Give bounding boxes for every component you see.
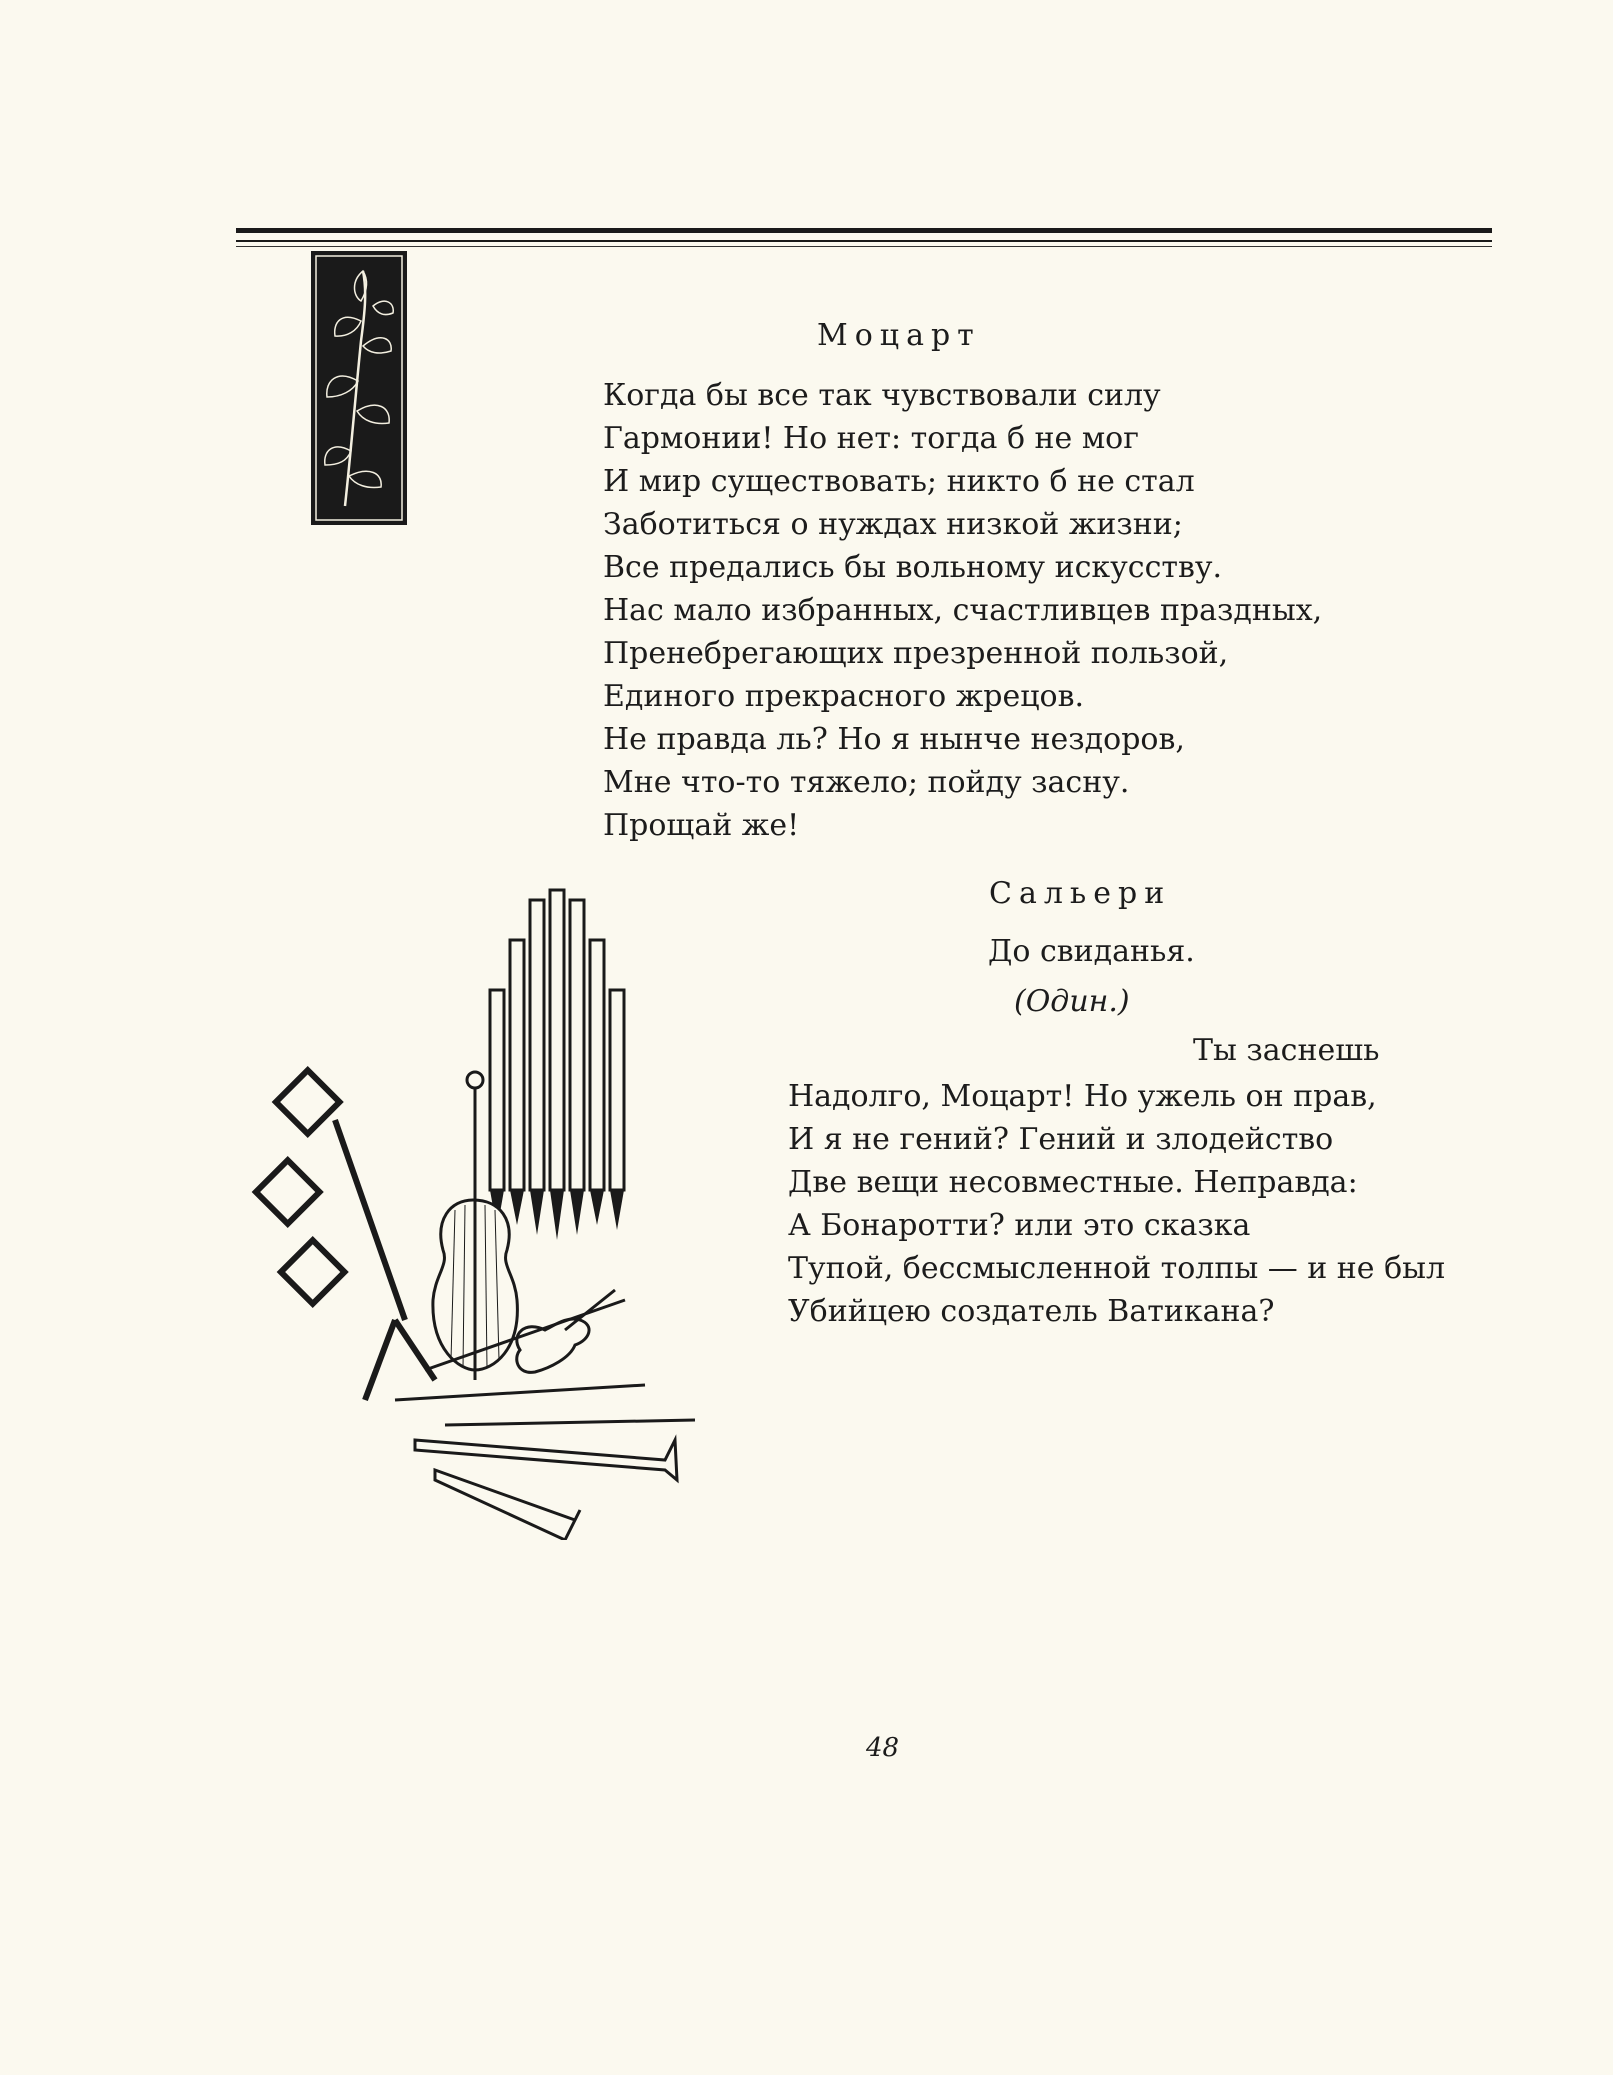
page-number: 48 bbox=[866, 1733, 900, 1763]
leaf-ornament-icon bbox=[311, 251, 407, 525]
verse-line: Пренебрегающих презренной пользой, bbox=[603, 636, 1229, 671]
verse-line: Убийцею создатель Ватикана? bbox=[788, 1294, 1275, 1329]
verse-line: Когда бы все так чувствовали силу bbox=[603, 378, 1161, 413]
verse-line: Единого прекрасного жрецов. bbox=[603, 679, 1085, 714]
verse-line: А Бонаротти? или это сказка bbox=[788, 1208, 1251, 1243]
stage-direction: (Один.) bbox=[1014, 984, 1130, 1019]
mozart-verse bbox=[603, 374, 1322, 847]
instruments-illustration-icon bbox=[245, 880, 725, 1540]
verse-line: И я не гений? Гений и злодейство bbox=[788, 1122, 1334, 1157]
header-rule-thick bbox=[236, 228, 1492, 233]
verse-line: Прощай же! bbox=[603, 808, 800, 843]
line-goodbye: До свиданья. bbox=[988, 934, 1195, 969]
header-rule-thin bbox=[236, 240, 1492, 242]
header-rule-hairline bbox=[236, 246, 1492, 247]
verse-line: Тупой, бессмысленной толпы — и не был bbox=[788, 1251, 1446, 1286]
salieri-verse bbox=[788, 1075, 1445, 1333]
verse-line: Надолго, Моцарт! Но ужель он прав, bbox=[788, 1079, 1377, 1114]
verse-line: Заботиться о нуждах низкой жизни; bbox=[603, 507, 1183, 542]
verse-line: Гармонии! Но нет: тогда б не мог bbox=[603, 421, 1139, 456]
verse-line: Все предались бы вольному искусству. bbox=[603, 550, 1223, 585]
speaker-mozart: Моцарт bbox=[817, 318, 981, 353]
line-you-sleep: Ты заснешь bbox=[1193, 1033, 1380, 1068]
verse-line: Две вещи несовместные. Неправда: bbox=[788, 1165, 1358, 1200]
verse-line: Нас мало избранных, счастливцев праздных, bbox=[603, 593, 1323, 628]
verse-line: И мир существовать; никто б не стал bbox=[603, 464, 1195, 499]
verse-line: Не правда ль? Но я нынче нездоров, bbox=[603, 722, 1185, 757]
verse-line: Мне что-то тяжело; пойду засну. bbox=[603, 765, 1130, 800]
speaker-salieri: Сальери bbox=[989, 876, 1172, 911]
